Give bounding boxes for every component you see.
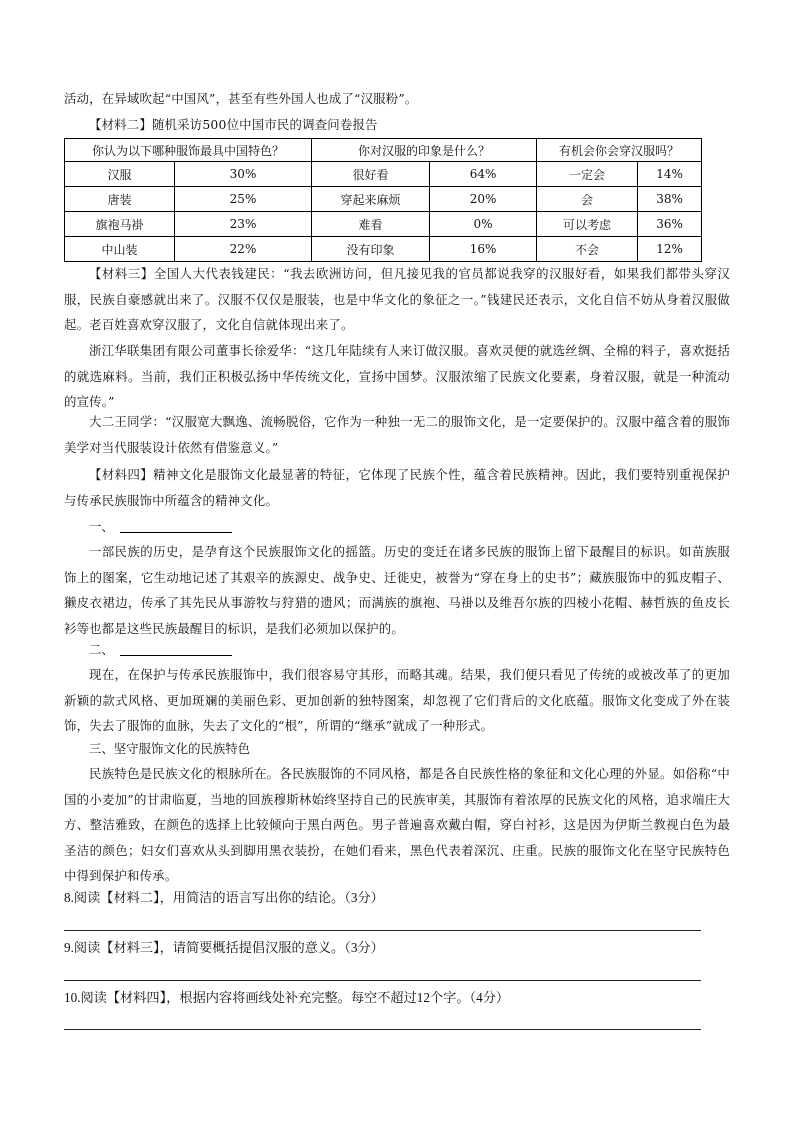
table-cell: 16% [430, 237, 537, 262]
table-cell: 汉服 [65, 162, 175, 187]
table-cell: 30% [175, 162, 312, 187]
table-cell: 没有印象 [312, 237, 430, 262]
table-cell: 一定会 [537, 162, 638, 187]
fill-in-blank-1[interactable] [120, 518, 232, 533]
table-cell: 20% [430, 187, 537, 212]
section1-label: 一、 [89, 519, 114, 534]
table-cell: 25% [175, 187, 312, 212]
table-cell: 23% [175, 212, 312, 237]
table-cell: 12% [638, 237, 702, 262]
table-cell: 0% [430, 212, 537, 237]
section2-body: 现在，在保护与传承民族服饰中，我们很容易守其形，而略其魂。结果，我们便只看见了传统的或被改革了的更加新颖的款式风格、更加斑斓的美丽色彩、更加创新的独特图案，却忽视了它们背后的文化底蕴。服饰文化变成了外在装饰，失去了服饰的血脉，失去了文化的“根”，所谓的“继承”就成了一种形式。 [64, 667, 730, 734]
material3-paragraph: 【材料三】全国人大代表钱建民：“我去欧洲访问，但凡接见我的官员都说我穿的汉服好看，如果我们都带头穿汉服，民族自豪感就出来了。汉服不仅仅是服装，也是中华文化的象征之一。”钱建民还表示，文化自信不妨从身着汉服做起。老百姓喜欢穿汉服了，文化自信就体现出来了。 [64, 266, 730, 333]
answer-line-9[interactable] [64, 980, 701, 981]
table-row [65, 237, 702, 262]
material3-paragraph: 浙江华联集团有限公司董事长徐爱华：“这几年陆续有人来订做汉服。喜欢灵便的就选丝绸、全棉的料子，喜欢挺括的就选麻料。当前，我们正积极弘扬中华传统文化，宣扬中国梦。汉服浓缩了民族文化要素，身着汉服，就是一种流动的宣传。” [64, 343, 730, 410]
table-cell: 中山装 [65, 237, 175, 262]
table-cell: 可以考虑 [537, 212, 638, 237]
answer-line-10[interactable] [64, 1029, 701, 1030]
table-row [65, 212, 702, 237]
fill-in-blank-2[interactable] [120, 641, 232, 656]
table-cell: 22% [175, 237, 312, 262]
material4-paragraph: 【材料四】精神文化是服饰文化最显著的特征，它体现了民族个性，蕴含着民族精神。因此，我们要特别重视保护与传承民族服饰中所蕴含的精神文化。 [64, 467, 730, 508]
table-row [65, 162, 702, 187]
section2-label: 二、 [89, 642, 114, 657]
table-cell: 穿起来麻烦 [312, 187, 430, 212]
table-cell: 唐装 [65, 187, 175, 212]
section1-body: 一部民族的历史，是孕育这个民族服饰文化的摇篮。历史的变迁在诸多民族的服饰上留下最醒目的标识。如苗族服饰上的图案，它生动地记述了其艰辛的族源史、战争史、迁徙史，被誉为“穿在身上的史书”；藏族服饰中的狐皮帽子、獭皮衣裙边，传承了其先民从事游牧与狩猎的遗风；而满族的旗袍、马褂以及维吾尔族的四棱小花帽、赫哲族的鱼皮长衫等也都是这些民族最醒目的标识，是我们必须加以保护的。 [64, 544, 730, 636]
section2-heading [89, 637, 232, 663]
answer-line-8[interactable] [64, 930, 701, 931]
table-row [65, 187, 702, 212]
question-9: 9.阅读【材料三】，请简要概括提倡汉服的意义。（3分） [64, 940, 384, 955]
table-header: 你对汉服的印象是什么？ [312, 139, 537, 162]
intro-line: 活动，在异域吹起“中国风”，甚至有些外国人也成了“汉服粉”。 [64, 91, 418, 106]
table-cell: 难看 [312, 212, 430, 237]
table-header: 你认为以下哪种服饰最具中国特色？ [65, 139, 312, 162]
table-cell: 64% [430, 162, 537, 187]
table-cell: 36% [638, 212, 702, 237]
table-cell: 旗袍马褂 [65, 212, 175, 237]
section3-heading: 三、坚守服饰文化的民族特色 [89, 741, 251, 756]
table-header: 有机会你会穿汉服吗？ [537, 139, 702, 162]
table-cell: 不会 [537, 237, 638, 262]
table-cell: 会 [537, 187, 638, 212]
section3-body: 民族特色是民族文化的根脉所在。各民族服饰的不同风格，都是各自民族性格的象征和文化心理的外显。如俗称“中国的小麦加”的甘肃临夏，当地的回族穆斯林始终坚持自己的民族审美，其服饰有着浓厚的民族文化的风格，追求端庄大方、整洁雅致，在颜色的选择上比较倾向于黑白两色。男子普遍喜欢戴白帽，穿白衬衫，这是因为伊斯兰教视白色为最圣洁的颜色；妇女们喜欢从头到脚用黑衣装扮，在她们看来，黑色代表着深沉、庄重。民族的服饰文化在坚守民族特色中得到保护和传承。 [64, 766, 730, 884]
table-cell: 14% [638, 162, 702, 187]
section1-heading [89, 514, 232, 540]
question-10: 10.阅读【材料四】，根据内容将画线处补充完整。每空不超过12个字。（4分） [64, 990, 510, 1005]
material3-paragraph: 大二王同学：“汉服宽大飘逸、流畅脱俗，它作为一种独一无二的服饰文化，是一定要保护的。汉服中蕴含着的服饰美学对当代服装设计依然有借鉴意义。” [64, 414, 730, 455]
survey-table [64, 138, 702, 262]
survey-header-row [65, 139, 702, 162]
question-8: 8.阅读【材料二】，用简洁的语言写出你的结论。（3分） [64, 890, 384, 905]
material2-title: 【材料二】随机采访500位中国市民的调查问卷报告 [89, 117, 378, 132]
table-cell: 38% [638, 187, 702, 212]
table-cell: 很好看 [312, 162, 430, 187]
